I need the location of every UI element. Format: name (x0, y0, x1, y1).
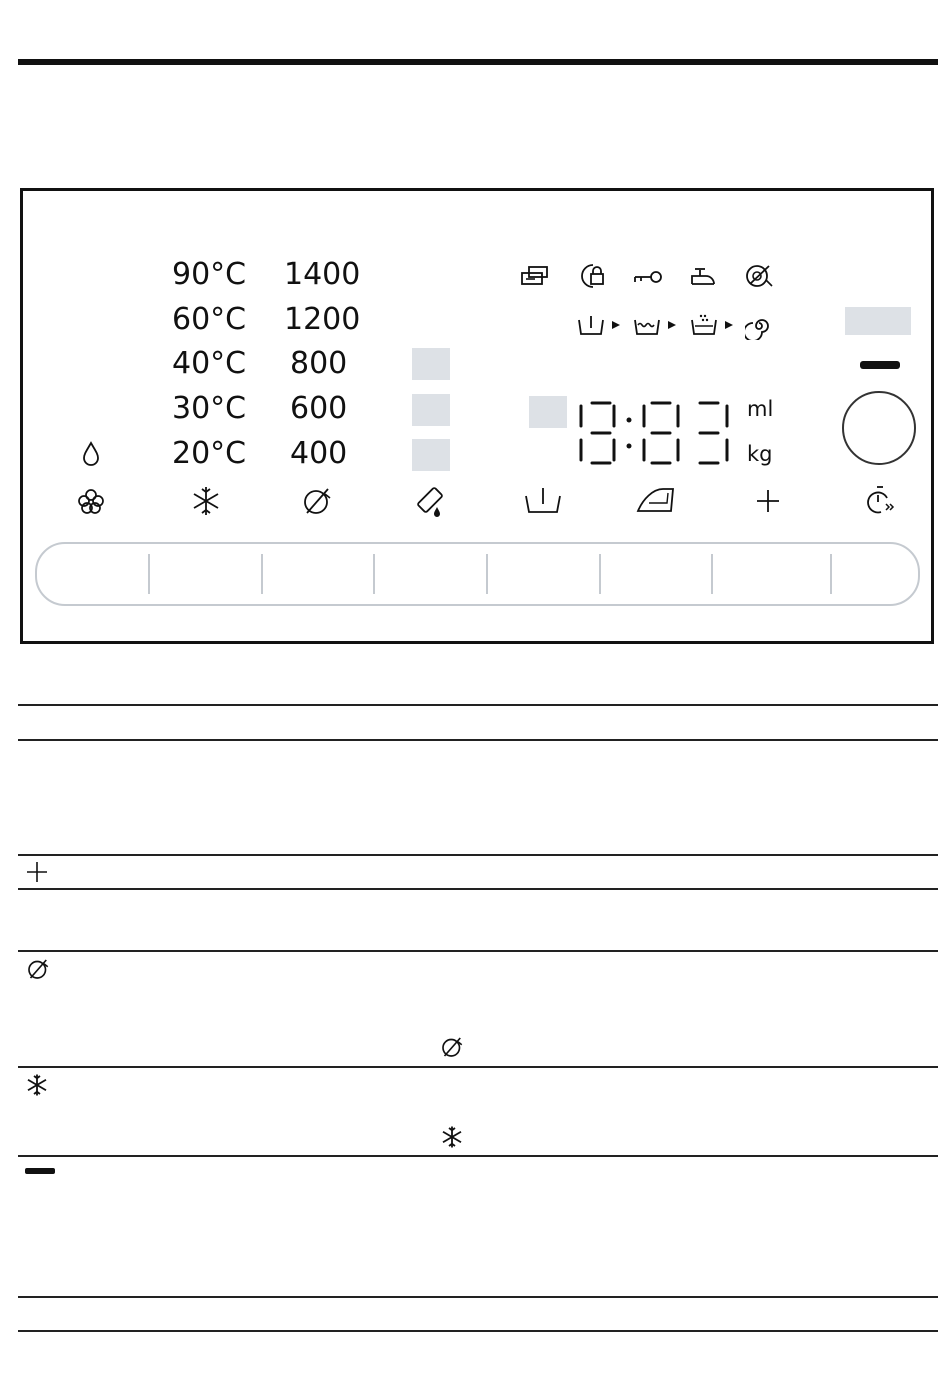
plus-icon (756, 489, 780, 513)
temp-30: 30°C (172, 391, 247, 426)
button-divider (711, 554, 713, 594)
wash-icon (576, 312, 606, 338)
stain-icon (415, 485, 447, 517)
rinse-icon (632, 312, 662, 338)
temp-20: 20°C (172, 436, 247, 471)
button-strip (35, 542, 920, 606)
button-divider (373, 554, 375, 594)
no-spin-icon (439, 1035, 465, 1059)
temp-60: 60°C (172, 302, 247, 337)
indicator-box (412, 394, 450, 426)
table-rule (18, 704, 938, 706)
button-divider (486, 554, 488, 594)
eco-flower-icon (76, 487, 106, 515)
spin-icon (745, 312, 773, 340)
cold-wash-icon (190, 485, 222, 517)
timer-icon (865, 484, 897, 516)
seven-segment-display (576, 398, 736, 472)
spin-600: 600 (290, 391, 348, 426)
button-divider (830, 554, 832, 594)
iron-icon (635, 485, 677, 515)
indicator-box (845, 307, 911, 335)
no-spin-icon (744, 262, 774, 290)
spin-1200: 1200 (284, 302, 361, 337)
tub-icon (523, 484, 563, 516)
plus-icon (26, 861, 48, 883)
table-rule (18, 1066, 938, 1068)
progress-arrow-icon (611, 320, 621, 330)
snowflake-icon (440, 1125, 464, 1149)
water-tap-icon (689, 264, 719, 288)
snowflake-icon (25, 1073, 49, 1097)
minus-icon (25, 1168, 55, 1174)
minus-indicator (860, 361, 900, 369)
rinse-extra-icon (689, 312, 719, 338)
table-rule (18, 950, 938, 952)
progress-arrow-icon (667, 320, 677, 330)
table-rule (18, 1330, 938, 1332)
program-knob[interactable] (842, 391, 916, 465)
table-rule (18, 888, 938, 890)
unit-kg: kg (747, 442, 773, 466)
indicator-box (412, 439, 450, 471)
table-rule (18, 1296, 938, 1298)
temp-90: 90°C (172, 257, 247, 292)
progress-arrow-icon (724, 320, 734, 330)
indicator-box (412, 348, 450, 380)
indicator-box (529, 396, 567, 428)
spin-1400: 1400 (284, 257, 361, 292)
table-rule (18, 739, 938, 741)
button-divider (599, 554, 601, 594)
child-lock-icon (577, 262, 607, 290)
spin-400: 400 (290, 436, 348, 471)
door-key-icon (633, 268, 663, 286)
water-drop-icon (81, 441, 101, 467)
button-divider (261, 554, 263, 594)
button-divider (148, 554, 150, 594)
no-spin-icon (25, 957, 51, 981)
spin-800: 800 (290, 346, 348, 381)
temp-40: 40°C (172, 346, 247, 381)
table-rule (18, 854, 938, 856)
header-rule (18, 59, 938, 65)
unit-ml: ml (747, 397, 774, 421)
table-rule (18, 1155, 938, 1157)
drum-clean-icon (520, 264, 550, 288)
no-spin-icon (301, 485, 333, 517)
